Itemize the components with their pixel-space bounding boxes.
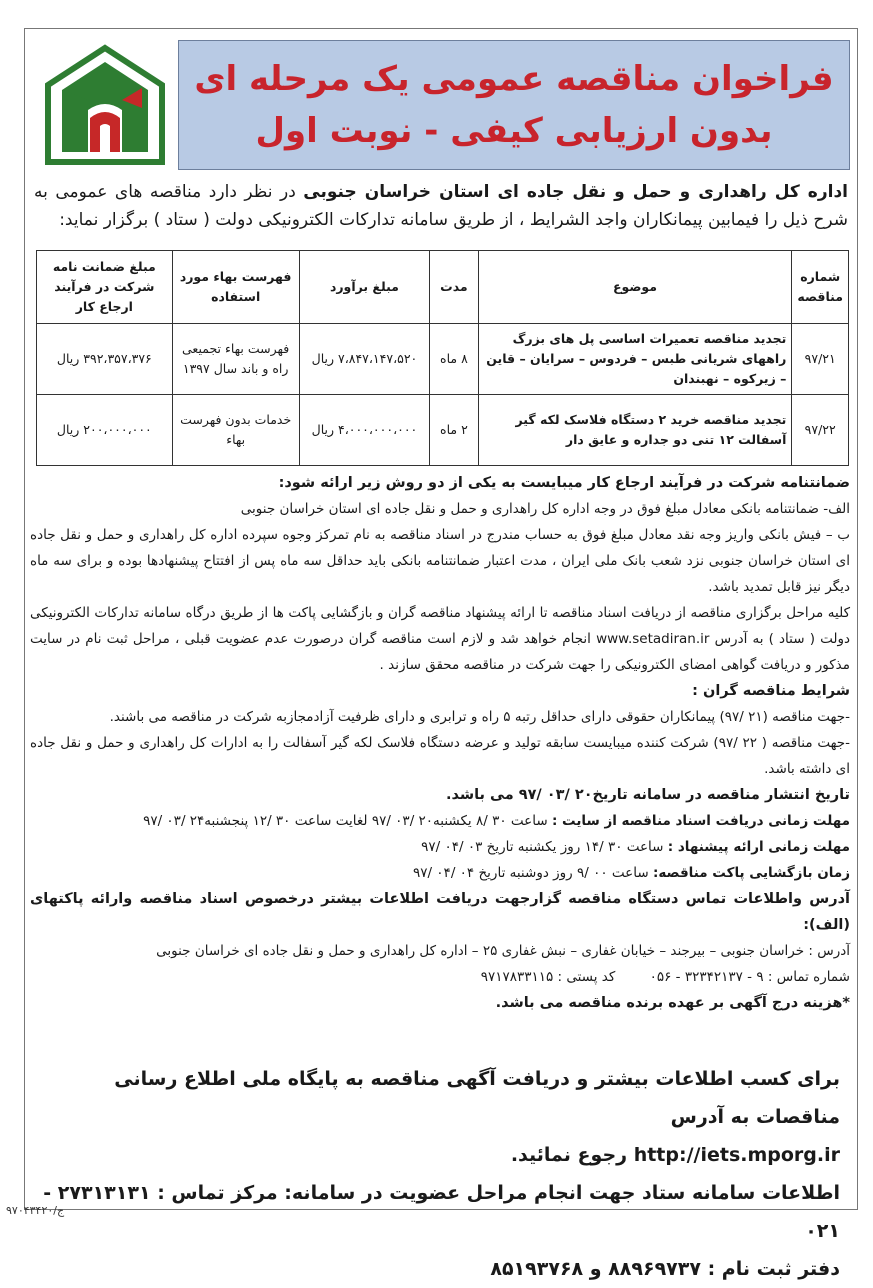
header-guarantee: مبلغ ضمانت نامه شرکت در فرآیند ارجاع کار [37, 251, 173, 324]
banner-title-line-1: فراخوان مناقصه عمومی یک مرحله ای [194, 59, 834, 99]
tender-table [36, 250, 849, 466]
offer-deadline-value: ساعت ۳۰ /۱۴ روز یکشنبه تاریخ ۰۳ /۰۴ /۹۷ [421, 839, 668, 855]
footer-line-4: دفتر ثبت نام : ۸۸۹۶۹۷۳۷ و ۸۵۱۹۳۷۶۸ [490, 1258, 840, 1280]
header-estimate: مبلغ برآورد [299, 251, 430, 324]
title-banner [178, 40, 850, 170]
header-subject: موضوع [478, 251, 792, 324]
cell-estimate: ۷،۸۴۷،۱۴۷،۵۲۰ ریال [299, 324, 430, 395]
header-number: شماره مناقصه [792, 251, 849, 324]
cell-estimate: ۴،۰۰۰،۰۰۰،۰۰۰ ریال [299, 395, 430, 466]
cell-guarantee: ۳۹۲،۳۵۷،۳۷۶ ریال [37, 324, 173, 395]
cell-guarantee: ۲۰۰،۰۰۰،۰۰۰ ریال [37, 395, 173, 466]
offer-deadline [30, 834, 850, 860]
contact-phone-postal [30, 964, 850, 990]
cell-subject: تجدید مناقصه تعمیرات اساسی پل های بزرگ راههای شریانی طبس – فردوس – سرایان – قاین – زیرکوه – نهبندان [478, 324, 792, 395]
opening-time-value: ساعت ۰۰ /۹ روز دوشنبه تاریخ ۰۴ /۰۴ /۹۷ [412, 865, 653, 881]
ad-fee-note: *هزینه درج آگهی بر عهده برنده مناقصه می باشد. [495, 995, 850, 1011]
header-price-list: فهرست بهاء مورد استفاده [172, 251, 299, 324]
road-maintenance-logo-icon [40, 40, 170, 170]
conditions-heading: شرایط مناقصه گران : [692, 683, 850, 699]
cell-number: ۹۷/۲۱ [792, 324, 849, 395]
intro-paragraph [34, 178, 848, 234]
contact-heading: آدرس واطلاعات تماس دستگاه مناقصه گزارجهت دریافت اطلاعات بیشتر درخصوص اسناد مناقصه وارائه پاکتهای (الف): [30, 891, 850, 933]
table-row [37, 395, 849, 466]
cell-number: ۹۷/۲۲ [792, 395, 849, 466]
guarantee-option-be: ب – فیش بانکی واریز وجه نقد معادل مبلغ فوق به حساب مندرج در اسناد مناقصه به نام تمرکز وجوه سپرده اداره کل راهداری و حمل و نقل جاده ای استان خراسان جنوبی نزد شعب بانک ملی ایران ، مدت اعتبار ضمانتنامه بانکی باید حداقل سه ماه پس از افتتاح پیشنهادها بوده و برای سه ماه دیگر نیز قابل تمدید باشد. [30, 527, 850, 595]
table-header-row [37, 251, 849, 324]
opening-time-label: زمان بازگشایی پاکت مناقصه: [652, 865, 850, 881]
docs-deadline-label: مهلت زمانی دریافت اسناد مناقصه از سایت : [551, 813, 850, 829]
process-paragraph: کلیه مراحل برگزاری مناقصه از دریافت اسناد مناقصه تا ارائه پیشنهاد مناقصه گران و بازگشایی پاکت ها از طریق درگاه سامانه تدارکات الکترونیکی دولت ( ستاد ) به آدرس www.setadiran.ir انجام خواهد شد و لازم است مناقصه گران درصورت عدم عضویت قبلی ، مراحل ثبت نام در سایت مذکور و دریافت گواهی امضای الکترونیکی را جهت شرکت در مناقصه محقق سازند . [30, 605, 850, 673]
organization-name: اداره کل راهداری و حمل و نقل جاده ای استان خراسان جنوبی [303, 182, 849, 202]
footer-line-2-suffix: رجوع نمائید. [510, 1144, 634, 1166]
contact-address: آدرس : خراسان جنوبی – بیرجند – خیابان غفاری – نبش غفاری ۲۵ – اداره کل راهداری و حمل و نقل جاده ای خراسان جنوبی [156, 943, 850, 959]
table-row [37, 324, 849, 395]
reference-code: ج/۹۷۰۴۳۴۲۰ [6, 1204, 65, 1217]
contact-postal-code: کد پستی : ۹۷۱۷۸۳۳۱۱۵ [480, 969, 616, 985]
docs-deadline [30, 808, 850, 834]
header-duration: مدت [430, 251, 478, 324]
opening-time [30, 860, 850, 886]
publish-date: تاریخ انتشار مناقصه در سامانه تاریخ۲۰ /۰۳ /۹۷ می باشد. [445, 787, 850, 803]
footer [40, 1060, 840, 1288]
banner-title-line-2: بدون ارزیابی کیفی - نوبت اول [255, 111, 773, 151]
guarantee-option-alef: الف- ضمانتنامه بانکی معادل مبلغ فوق در وجه اداره کل راهداری و حمل و نقل جاده ای استان خراسان جنوبی [240, 501, 850, 517]
body-text [30, 470, 850, 1016]
footer-line-2 [40, 1136, 840, 1174]
offer-deadline-label: مهلت زمانی ارائه پیشنهاد : [667, 839, 850, 855]
iets-url-link[interactable]: http://iets.mporg.ir [633, 1144, 840, 1166]
contact-phone: شماره تماس : ۹ - ۳۲۳۴۲۱۳۷ - ۰۵۶ [649, 969, 850, 985]
docs-deadline-value: ساعت ۳۰ /۸ یکشنبه۲۰ /۰۳ /۹۷ لغایت ساعت ۳۰ /۱۲ پنجشنبه۲۴ /۰۳ /۹۷ [143, 813, 552, 829]
condition-2: -جهت مناقصه ( ۲۲ /۹۷) شرکت کننده میبایست سابقه تولید و عرضه دستگاه فلاسک لکه گیر آسفالت را به ادارات کل راهداری و حمل و نقل جاده ای داشته باشد. [30, 735, 851, 777]
cell-duration: ۲ ماه [430, 395, 478, 466]
condition-1: -جهت مناقصه (۲۱ /۹۷) پیمانکاران حقوقی دارای حداقل رتبه ۵ راه و ترابری و دارای ظرفیت آزادمجازبه شرکت در مناقصه می باشند. [109, 709, 850, 725]
footer-line-1: برای کسب اطلاعات بیشتر و دریافت آگهی مناقصه به پایگاه ملی اطلاع رسانی مناقصات به آدرس [114, 1068, 840, 1128]
cell-price-list: خدمات بدون فهرست بهاء [172, 395, 299, 466]
cell-duration: ۸ ماه [430, 324, 478, 395]
intro-text: در نظر دارد مناقصه های عمومی به شرح ذیل را فیمابین پیمانکاران واجد الشرایط ، از طریق سامانه تدارکات الکترونیکی دولت ( ستاد ) برگزار نماید: [34, 182, 848, 230]
footer-line-3: اطلاعات سامانه ستاد جهت انجام مراحل عضویت در سامانه: مرکز تماس : ۲۷۳۱۳۱۳۱ - ۰۲۱ [43, 1182, 840, 1242]
guarantee-heading: ضمانتنامه شرکت در فرآیند ارجاع کار میبایست به یکی از دو روش زیر ارائه شود: [278, 475, 850, 491]
cell-subject: تجدید مناقصه خرید ۲ دستگاه فلاسک لکه گیر آسفالت ۱۲ تنی دو جداره و عایق دار [478, 395, 792, 466]
cell-price-list: فهرست بهاء تجمیعی راه و باند سال ۱۳۹۷ [172, 324, 299, 395]
